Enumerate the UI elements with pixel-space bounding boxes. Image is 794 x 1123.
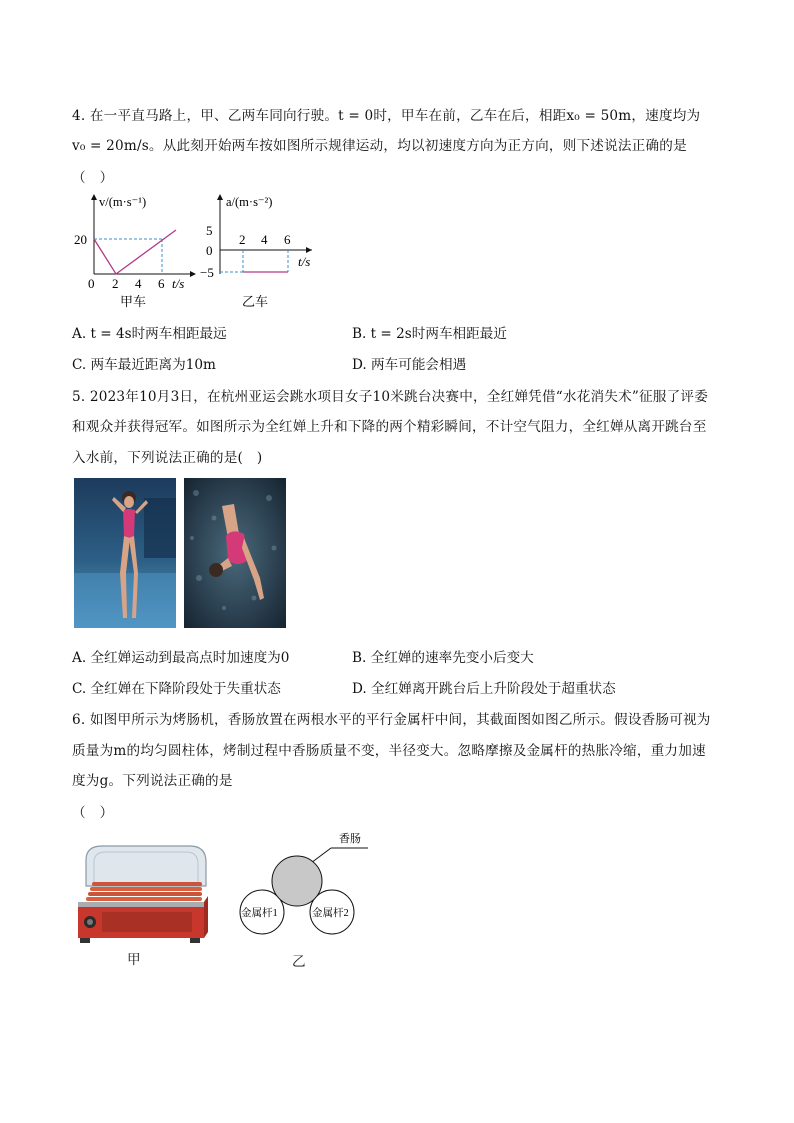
graph-jia-caption: 甲车 [120, 294, 147, 309]
q4-answer-paren: （ ） [72, 170, 114, 186]
sausage-circle [272, 856, 322, 906]
graph-jia-xlabel: t/s [172, 276, 185, 291]
q4-option-d[interactable]: D. 两车可能会相遇 [352, 357, 467, 373]
diver-descending-photo [184, 478, 286, 628]
graph-yi-y0: 0 [206, 243, 213, 258]
q5-option-c[interactable]: C. 全红婵在下降阶段处于失重状态 [72, 681, 281, 697]
q6-label-rod1: 金属杆1 [241, 908, 278, 919]
graph-yi-x6: 6 [284, 232, 291, 247]
q6-stem-line2: 质量为m的均匀圆柱体，烤制过程中香肠质量不变，半径变大。忽略摩擦及金属杆的热胀冷缩，重力加速 [72, 743, 706, 759]
graph-jia-ylabel: v/(m·s⁻¹) [99, 195, 147, 209]
graph-yi-xlabel: t/s [298, 254, 311, 269]
graph-jia-velocity [70, 192, 200, 312]
q5-stem-line1: 5. 2023年10月3日，在杭州亚运会跳水项目女子10米跳台决赛中，全红婵凭借“水花消失术”征服了评委 [72, 389, 708, 405]
q4-option-a[interactable]: A. t = 4s时两车相距最远 [72, 326, 227, 342]
graph-jia-x6: 6 [158, 276, 165, 291]
q5-stem-line2: 和观众并获得冠军。如图所示为全红婵上升和下降的两个精彩瞬间，不计空气阻力，全红婵从离开跳台至 [72, 419, 707, 435]
q6-figure-caption-jia: 甲 [127, 952, 141, 968]
q6-label-rod2: 金属杆2 [312, 908, 349, 919]
graph-jia-y20: 20 [74, 232, 87, 247]
graph-jia-x2: 2 [112, 276, 119, 291]
graph-yi-x4: 4 [261, 232, 268, 247]
graph-jia-x4: 4 [135, 276, 142, 291]
sausage-roller-machine-image [72, 838, 210, 948]
graph-yi-acceleration [200, 192, 330, 312]
q6-stem-line3: 度为g。下列说法正确的是 [72, 773, 233, 789]
q5-option-a[interactable]: A. 全红婵运动到最高点时加速度为0 [72, 650, 290, 666]
q4-option-b[interactable]: B. t = 2s时两车相距最近 [352, 326, 507, 342]
q6-stem-line1: 6. 如图甲所示为烤肠机，香肠放置在两根水平的平行金属杆中间，其截面图如图乙所示。假设香肠可视为 [72, 712, 711, 728]
q6-label-sausage: 香肠 [339, 833, 361, 845]
diver-rising-photo [74, 478, 176, 628]
graph-yi-y5: 5 [206, 223, 213, 238]
graph-yi-ylabel: a/(m·s⁻²) [226, 195, 273, 209]
q4-option-c[interactable]: C. 两车最近距离为10m [72, 357, 216, 373]
graph-yi-yneg5: −5 [200, 265, 214, 280]
q6-answer-paren: （ ） [72, 805, 114, 821]
q4-stem-line1: 4. 在一平直马路上，甲、乙两车同向行驶。t = 0时，甲车在前，乙车在后，相距x₀ = 50m，速度均为 [72, 108, 701, 124]
q4-stem-line2: v₀ = 20m/s。从此刻开始两车按如图所示规律运动，均以初速度方向为正方向，则下述说法正确的是 [72, 138, 687, 154]
q5-option-b[interactable]: B. 全红婵的速率先变小后变大 [352, 650, 534, 666]
graph-yi-caption: 乙车 [242, 294, 269, 309]
graph-yi-x2: 2 [239, 232, 246, 247]
q5-option-d[interactable]: D. 全红婵离开跳台后上升阶段处于超重状态 [352, 681, 616, 697]
q5-stem-line3: 入水前，下列说法正确的是( ) [72, 450, 263, 466]
graph-jia-x0: 0 [88, 276, 95, 291]
q6-figure-caption-yi: 乙 [292, 954, 306, 970]
sausage-cross-section-diagram [232, 826, 372, 966]
